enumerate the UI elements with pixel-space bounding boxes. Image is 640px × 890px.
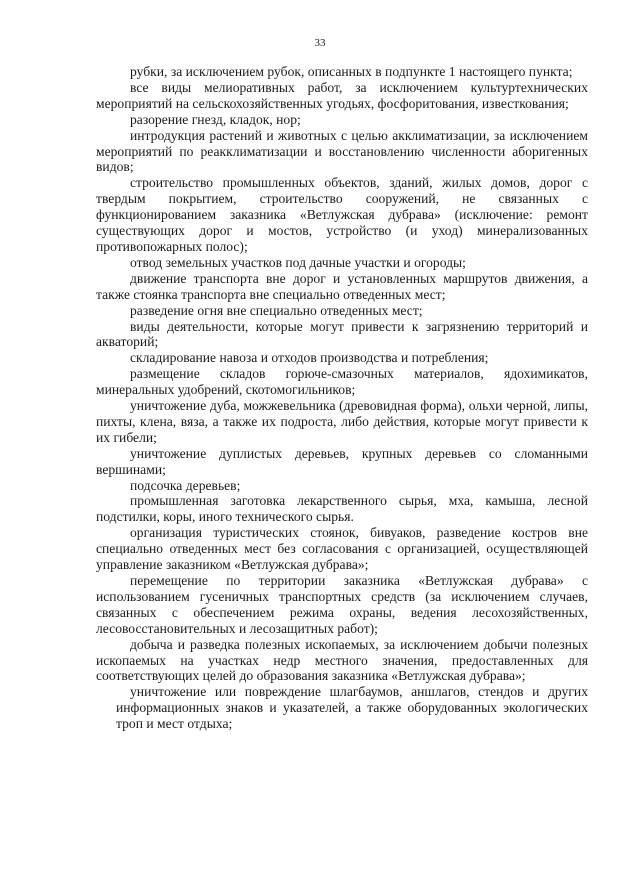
paragraph-land-allotment: отвод земельных участков под дачные участки и огороды;	[130, 254, 466, 270]
paragraph-harvesting: промышленная заготовка лекарственного сырья, мха, камыша, лесной подстилки, коры, иного технического сырья.	[96, 493, 588, 525]
paragraph-storage: размещение складов горюче-смазочных материалов, ядохимикатов, минеральных удобрений, скотомогильников;	[96, 366, 588, 398]
paragraph-construction: строительство промышленных объектов, зданий, жилых домов, дорог с твердым покрытием, строительство сооружений, не связанных с функционированием заказника «Ветлужская дубрава» (исключение: ремонт существующих дорог и мостов, устройство (и уход) минерализованных противопожарных полос);	[96, 175, 588, 254]
paragraph-transport: движение транспорта вне дорог и установленных маршрутов движения, а также стоянка транспорта вне специально отведенных мест;	[96, 270, 588, 302]
paragraph-tree-destruction: уничтожение дуба, можжевельника (древовидная форма), ольхи черной, липы, пихты, клена, вяза, а также их подроста, либо действия, которые могут привести к их гибели;	[96, 398, 588, 445]
paragraph-tapping: подсочка деревьев;	[130, 477, 241, 493]
document-body	[96, 64, 588, 732]
paragraph-tourism: организация туристических стоянок, бивуаков, разведение костров вне специально отведенных мест без согласования с организацией, осуществляющей управление заказником «Ветлужская дубрава»;	[96, 525, 588, 573]
paragraph-pollution: виды деятельности, которые могут привести к загрязнению территорий и акваторий;	[96, 318, 588, 350]
paragraph-fire: разведение огня вне специально отведенных мест;	[130, 302, 423, 318]
paragraph-introduction: интродукция растений и животных с целью акклиматизации, за исключением мероприятий по реакклиматизации и восстановлению численности аборигенных видов;	[96, 127, 588, 175]
paragraph-mining: добыча и разведка полезных ископаемых, за исключением добычи полезных ископаемых на участках недр местного значения, предоставленных для соответствующих целей до образования заказника «Ветлужская дубрава»;	[96, 636, 588, 684]
paragraph-tracked-vehicles: перемещение по территории заказника «Ветлужская дубрава» с использованием гусеничных транспортных средств (за исключением случаев, связанных с обеспечением режима охраны, ведения лесохозяйственных, лесовосстановительных и лесозащитных работ);	[96, 573, 588, 636]
paragraph-waste: складирование навоза и отходов производства и потребления;	[130, 350, 489, 366]
page-number: 33	[314, 37, 326, 49]
paragraph-reclamation: все виды мелиоративных работ, за исключением культуртехнических мероприятий на сельскохозяйственных угодьях, фосфоритования, известкования;	[96, 79, 588, 111]
paragraph-logging: рубки, за исключением рубок, описанных в подпункте 1 настоящего пункта;	[130, 64, 573, 79]
paragraph-signs: уничтожение или повреждение шлагбаумов, аншлагов, стендов и других информационных знаков и указателей, а также оборудованных экологических троп и мест отдыха;	[116, 684, 588, 732]
paragraph-hollow-trees: уничтожение дуплистых деревьев, крупных деревьев со сломанными вершинами;	[96, 445, 588, 477]
paragraph-nests: разорение гнезд, кладок, нор;	[130, 111, 301, 127]
